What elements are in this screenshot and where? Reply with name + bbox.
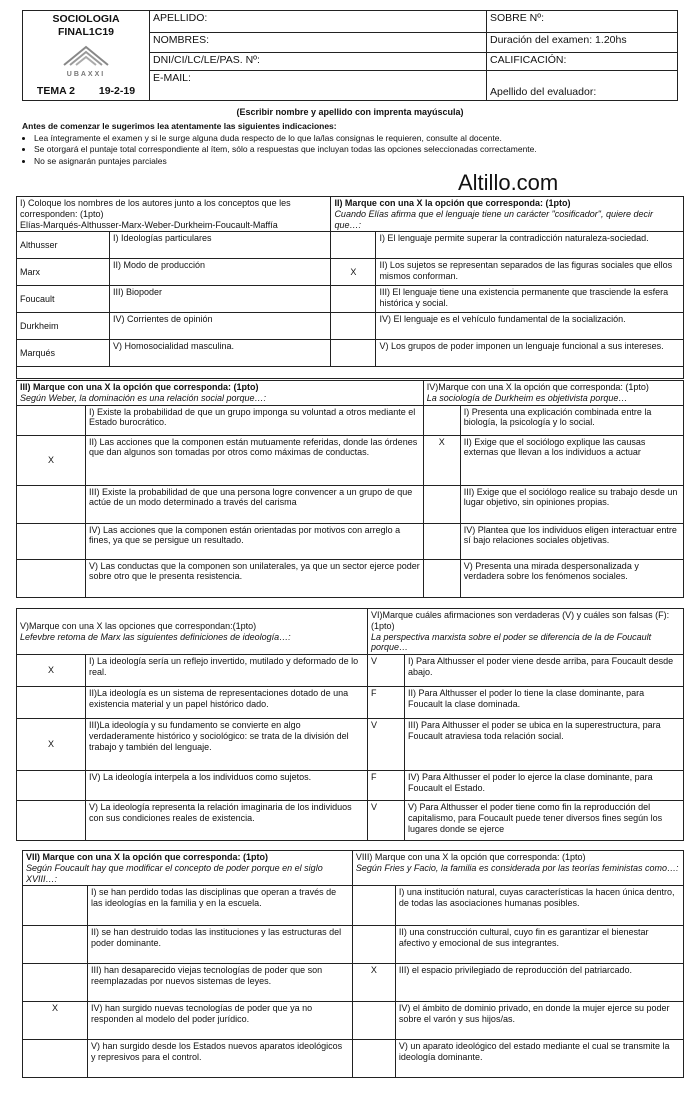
q6-header [368, 609, 684, 655]
q2-option: I) El lenguaje permite superar la contradicción naturaleza-sociedad. [376, 232, 684, 259]
calificacion-field[interactable]: CALIFICACIÓN: [487, 53, 678, 71]
q5-option: II)La ideología es un sistema de representaciones dotado de una existencia material y un papel histórico dado. [86, 687, 368, 719]
q1-concept: II) Modo de producción [110, 259, 331, 286]
exam-date: 19-2-19 [98, 85, 136, 98]
ubaxxi-logo [56, 41, 116, 81]
q3-option: III) Existe la probabilidad de que una persona logre convencer a un grupo de que actúe de un modo determinado a través del carisma [86, 485, 424, 523]
q4-mark[interactable] [423, 559, 460, 597]
q1-sub: Elías-Marqués-Althusser-Marx-Weber-Durkheim-Foucault-Maffía [20, 219, 278, 230]
q8-mark[interactable] [352, 926, 395, 964]
q2-mark[interactable] [331, 340, 376, 367]
q2-header [331, 197, 684, 232]
instruction-item: • Lea íntegramente el examen y si le surge alguna duda respecto de lo que la/las consignas le requieren, consulte al docente. [34, 133, 682, 143]
q8-option: IV) el ámbito de dominio privado, en donde la mujer ejerce su poder sobre el varón y sus hijos/as. [395, 1002, 683, 1040]
evaluador-field[interactable]: Apellido del evaluador: [487, 71, 678, 101]
q3-mark[interactable]: X [17, 435, 86, 485]
q7-mark[interactable] [23, 964, 88, 1002]
instruction-item: • Se otorgará el puntaje total correspondiente al ítem, sólo a respuestas que incluyan todas las opciones seleccionadas correctamente. [34, 144, 682, 154]
q4-header [423, 381, 683, 406]
instructions [22, 121, 682, 167]
q3-mark[interactable] [17, 405, 86, 435]
q5-sub: Lefevbre retoma de Marx las siguientes definiciones de ideología…: [20, 631, 291, 642]
exam-title: FINAL1C19 [57, 25, 114, 38]
q4-mark[interactable]: X [423, 435, 460, 485]
name-note: (Escribir nombre y apellido con imprenta mayúscula) [236, 107, 464, 117]
q7-title: VII) Marque con una X la opción que corresponda: (1pto) [26, 852, 269, 862]
email-field[interactable]: E-MAIL: [150, 71, 487, 101]
q2-mark[interactable] [331, 232, 376, 259]
q5-mark[interactable]: X [17, 655, 86, 687]
q1-concept: IV) Corrientes de opinión [110, 313, 331, 340]
q5-option: III)La ideología y su fundamento se convierte en algo verdaderamente histórico y sociológico: se trata de la división del trabajo y también del lenguaje. [86, 719, 368, 771]
section-q1-q2 [16, 196, 684, 379]
q5-mark[interactable] [17, 771, 86, 801]
q5-option: V) La ideología representa la relación imaginaria de los individuos con sus condiciones reales de existencia. [86, 801, 368, 841]
course-title: SOCIOLOGIA [52, 13, 120, 25]
q4-option: I) Presenta una explicación combinada entre la biología, la psicología y lo social. [460, 405, 683, 435]
q7-option: I) se han perdido todas las disciplinas que operan a través de las ideologías en la familia y en la escuela. [88, 886, 353, 926]
q2-option: IV) El lenguaje es el vehículo fundamental de la socialización. [376, 313, 684, 340]
q6-mark[interactable]: F [368, 771, 405, 801]
q3-mark[interactable] [17, 523, 86, 559]
q6-option: I) Para Althusser el poder viene desde arriba, para Foucault desde abajo. [405, 655, 684, 687]
q8-mark[interactable]: X [352, 964, 395, 1002]
q1-author-input[interactable]: Marqués [17, 340, 110, 367]
q5-mark[interactable]: X [17, 719, 86, 771]
q3-option: IV) Las acciones que la componen están orientadas por motivos con arreglo a fines, ya que se persigue un resultado. [86, 523, 424, 559]
q6-option: IV) Para Althusser el poder lo ejerce la clase dominante, para Foucault el Estado. [405, 771, 684, 801]
q6-sub: La perspectiva marxista sobre el poder se diferencia de la de Foucault porque… [371, 631, 652, 653]
dni-field[interactable]: DNI/CI/LC/LE/PAS. Nº: [150, 53, 487, 71]
q8-option: I) una institución natural, cuyas características la hacen única dentro, de todas las asociaciones humanas posibles. [395, 886, 683, 926]
q4-option: II) Exige que el sociólogo explique las causas externas que llevan a los individuos a actuar [460, 435, 683, 485]
q6-mark[interactable]: F [368, 687, 405, 719]
q1-header [17, 197, 331, 232]
q4-option: V) Presenta una mirada despersonalizada y verdadera sobre los fenómenos sociales. [460, 559, 683, 597]
q2-option: V) Los grupos de poder imponen un lenguaje funcional a sus intereses. [376, 340, 684, 367]
q2-title: II) Marque con una X la opción que corresponda: (1pto) [334, 198, 571, 208]
q5-header [17, 609, 368, 655]
q1-author-input[interactable]: Althusser [17, 232, 110, 259]
q4-option: III) Exige que el sociólogo realice su trabajo desde un lugar objetivo, sin opiniones propias. [460, 485, 683, 523]
instructions-title: Antes de comenzar le sugerimos lea atentamente las siguientes indicaciones: [22, 121, 337, 131]
q7-mark[interactable] [23, 926, 88, 964]
instruction-item: • No se asignarán puntajes parciales [34, 156, 682, 166]
q6-title: VI)Marque cuáles afirmaciones son verdaderas (V) y cuáles son falsas (F):(1pto) [371, 610, 670, 631]
q2-sub: Cuando Elías afirma que el lenguaje tiene un carácter "cosificador", quiere decir que…: [334, 208, 654, 230]
q2-mark[interactable] [331, 286, 376, 313]
q1-author-input[interactable]: Durkheim [17, 313, 110, 340]
q8-mark[interactable] [352, 1002, 395, 1040]
q3-mark[interactable] [17, 559, 86, 597]
q3-mark[interactable] [17, 485, 86, 523]
q2-option: II) Los sujetos se representan separados de las figuras sociales que ellos mismos conforman. [376, 259, 684, 286]
q8-mark[interactable] [352, 1040, 395, 1078]
q5-mark[interactable] [17, 801, 86, 841]
exam-header [22, 10, 678, 101]
q5-option: IV) La ideología interpela a los individuos como sujetos. [86, 771, 368, 801]
duracion-label: Duración del examen: 1.20hs [487, 33, 678, 53]
q4-mark[interactable] [423, 405, 460, 435]
q5-title: V)Marque con una X las opciones que correspondan:(1pto) [20, 620, 257, 631]
q5-mark[interactable] [17, 687, 86, 719]
q7-sub: Según Foucault hay que modificar el concepto de poder porque en el siglo XVIII…: [26, 862, 323, 884]
watermark: Altillo.com [458, 170, 559, 195]
q6-option: V) Para Althusser el poder tiene como fin la reproducción del capitalismo, para Foucault puede tener diversos fines según los lugares donde se ejerce [405, 801, 684, 841]
q7-mark[interactable] [23, 1040, 88, 1078]
exam-id-cell [23, 11, 150, 101]
q2-mark[interactable] [331, 313, 376, 340]
q1-concept: I) Ideologías particulares [110, 232, 331, 259]
q8-option: V) un aparato ideológico del estado mediante el cual se transmite la ideología dominante. [395, 1040, 683, 1078]
nombres-field[interactable]: NOMBRES: [150, 33, 487, 53]
q7-mark[interactable] [23, 886, 88, 926]
q3-header [17, 381, 424, 406]
q1-author-input[interactable]: Foucault [17, 286, 110, 313]
sobre-field[interactable]: SOBRE Nº: [487, 11, 678, 33]
q5-option: I) La ideología sería un reflejo invertido, mutilado y deformado de lo real. [86, 655, 368, 687]
q4-title: IV)Marque con una X la opción que corresponda: (1pto) [426, 382, 649, 392]
q8-option: III) el espacio privilegiado de reproducción del patriarcado. [395, 964, 683, 1002]
q2-option: III) El lenguaje tiene una existencia permanente que trasciende la esfera histórica y social. [376, 286, 684, 313]
section-q3-q4 [16, 380, 684, 598]
q3-title: III) Marque con una X la opción que corresponda: (1pto) [20, 382, 259, 392]
q4-option: IV) Plantea que los individuos eligen interactuar entre sí bajo relaciones sociales objetivas. [460, 523, 683, 559]
q3-sub: Según Weber, la dominación es una relación social porque…: [20, 392, 266, 403]
q6-mark[interactable]: V [368, 719, 405, 771]
apellido-field[interactable]: APELLIDO: [150, 11, 487, 33]
q2-mark[interactable]: X [331, 259, 376, 286]
logo-text: UBAXXI [66, 70, 106, 78]
spacer-row [17, 367, 684, 379]
q1-title: I) Coloque los nombres de los autores junto a los conceptos que les corresponden: (1pto) [20, 198, 291, 219]
q3-option: II) Las acciones que la componen están mutuamente referidas, donde las órdenes que dan algunos son tomadas por otros como máximas de conductas. [86, 435, 424, 485]
q8-sub: Según Fries y Facio, la familia es considerada por las teorías feministas como…: [355, 862, 679, 873]
q6-option: III) Para Althusser el poder se ubica en la superestructura, para Foucault atraviesa toda relación social. [405, 719, 684, 771]
q4-sub: La sociología de Durkheim es objetivista porque… [426, 392, 628, 403]
q3-option: V) Las conductas que la componen son unilaterales, ya que un sector ejerce poder sobre otro que le presenta resistencia. [86, 559, 424, 597]
q3-option: I) Existe la probabilidad de que un grupo imponga su voluntad a otros mediante el Estado burocrático. [86, 405, 424, 435]
q7-option: III) han desaparecido viejas tecnologías de poder que son reemplazadas por nuevos sistemas de leyes. [88, 964, 353, 1002]
q6-mark[interactable]: V [368, 655, 405, 687]
q8-option: II) una construcción cultural, cuyo fin es garantizar el bienestar afectivo y emocional de sus integrantes. [395, 926, 683, 964]
q4-mark[interactable] [423, 485, 460, 523]
q1-concept: V) Homosocialidad masculina. [110, 340, 331, 367]
q7-option: V) han surgido desde los Estados nuevos aparatos ideológicos y represivos para el control. [88, 1040, 353, 1078]
tema-label: TEMA 2 [36, 85, 76, 98]
q7-option: II) se han destruido todas las instituciones y las estructuras del poder dominante. [88, 926, 353, 964]
q8-title: VIII) Marque con una X la opción que corresponda: (1pto) [355, 852, 586, 862]
section-q5-q6 [16, 608, 684, 841]
q4-mark[interactable] [423, 523, 460, 559]
q7-mark[interactable]: X [23, 1002, 88, 1040]
q8-header [352, 851, 683, 886]
q7-option: IV) han surgido nuevas tecnologías de poder que ya no responden al modelo del poder jurídico. [88, 1002, 353, 1040]
section-q7-q8 [22, 850, 684, 1078]
q7-header [23, 851, 353, 886]
q6-option: II) Para Althusser el poder lo tiene la clase dominante, para Foucault la clase dominada. [405, 687, 684, 719]
q8-mark[interactable] [352, 886, 395, 926]
q6-mark[interactable]: V [368, 801, 405, 841]
q1-concept: III) Biopoder [110, 286, 331, 313]
q1-author-input[interactable]: Marx [17, 259, 110, 286]
